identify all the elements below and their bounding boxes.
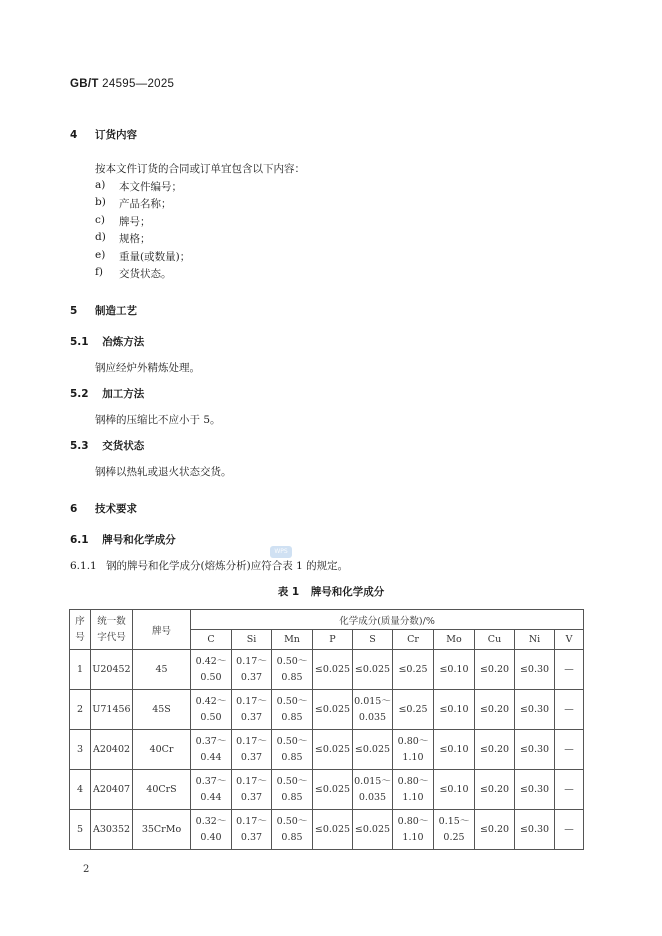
cell-cr: ≤0.25 <box>393 690 434 730</box>
section-5-2-title: 加工方法 <box>102 388 145 400</box>
section-6-1-number: 6.1 <box>70 534 89 546</box>
order-item <box>95 214 395 228</box>
standard-number: 24595—2025 <box>102 78 175 90</box>
table-row <box>70 730 584 770</box>
cell-mo: ≤0.10 <box>434 690 475 730</box>
section-5-title: 制造工艺 <box>94 305 137 317</box>
section-6-1-1-text: 钢的牌号和化学成分(熔炼分析)应符合表 1 的规定。 <box>106 560 349 572</box>
header-code <box>91 610 133 650</box>
cell-cr-line: 1.10 <box>402 831 424 843</box>
chemical-composition-table <box>69 609 584 850</box>
element-header: V <box>555 630 584 650</box>
section-5-1-number: 5.1 <box>70 336 89 348</box>
cell-si-line: 0.17～ <box>236 735 267 747</box>
cell-mo-line: 0.15～ <box>438 815 470 827</box>
section-6-1-heading <box>70 532 176 547</box>
cell-cr-line: 1.10 <box>402 751 424 763</box>
cell-grade: 35CrMo <box>133 810 191 850</box>
cell-ni: ≤0.30 <box>515 650 555 690</box>
cell-si-line: 0.37 <box>240 711 263 723</box>
cell-c-line: 0.40 <box>200 831 222 843</box>
cell-si-line: 0.37 <box>240 831 263 843</box>
cell-s <box>353 690 393 730</box>
cell-s-line: 0.035 <box>358 711 387 723</box>
cell-si-line: 0.17～ <box>236 655 267 667</box>
cell-p: ≤0.025 <box>313 730 353 770</box>
order-item <box>95 179 395 193</box>
cell-mn <box>272 810 313 850</box>
element-header: Cu <box>475 630 515 650</box>
cell-cu: ≤0.20 <box>475 650 515 690</box>
header-code-line1: 统一数 <box>97 615 126 627</box>
order-item-text: 交货状态。 <box>119 268 172 280</box>
cell-mo-line: 0.25 <box>443 831 465 843</box>
cell-si-line: 0.37 <box>240 671 263 683</box>
section-5-3-heading <box>70 438 144 453</box>
cell-si-line: 0.17～ <box>236 815 267 827</box>
cell-mn-line: 0.85 <box>281 791 303 803</box>
cell-mn-line: 0.85 <box>281 831 303 843</box>
element-header: Mo <box>434 630 475 650</box>
cell-c-line: 0.50 <box>200 711 222 723</box>
cell-mn-line: 0.85 <box>281 711 303 723</box>
cell-code: U71456 <box>91 690 133 730</box>
section-5-3-title: 交货状态 <box>102 440 145 452</box>
element-header: Ni <box>515 630 555 650</box>
cell-si-line: 0.17～ <box>236 695 267 707</box>
element-header: S <box>353 630 393 650</box>
cell-mn-line: 0.50～ <box>276 695 308 707</box>
section-5-2-number: 5.2 <box>70 388 89 400</box>
header-composition: 化学成分(质量分数)/% <box>191 610 584 630</box>
cell-si-line: 0.37 <box>240 751 263 763</box>
order-item-text: 产品名称； <box>119 198 172 210</box>
cell-v: — <box>555 770 584 810</box>
cell-grade: 45S <box>133 690 191 730</box>
cell-v: — <box>555 730 584 770</box>
cell-cr <box>393 770 434 810</box>
cell-c <box>191 690 232 730</box>
cell-v: — <box>555 690 584 730</box>
cell-si <box>232 690 272 730</box>
cell-code: A20402 <box>91 730 133 770</box>
section-5-3-number: 5.3 <box>70 440 89 452</box>
header-seq-line1: 序 <box>75 615 85 627</box>
order-item <box>95 231 395 245</box>
order-item-label: e) <box>95 249 106 261</box>
table-row <box>70 650 584 690</box>
cell-code: A30352 <box>91 810 133 850</box>
page-number: 2 <box>83 864 90 875</box>
standard-header <box>70 78 174 90</box>
cell-mo: ≤0.10 <box>434 650 475 690</box>
order-item-label: c) <box>95 214 105 226</box>
cell-si-line: 0.37 <box>240 791 263 803</box>
section-4-heading <box>70 127 137 142</box>
section-6-1-title: 牌号和化学成分 <box>102 534 176 546</box>
section-5-2-heading <box>70 386 144 401</box>
table-caption-number: 表 1 <box>277 586 300 598</box>
cell-s: ≤0.025 <box>353 650 393 690</box>
cell-c <box>191 810 232 850</box>
cell-v: — <box>555 650 584 690</box>
order-item-label: f) <box>95 266 103 278</box>
element-header: Cr <box>393 630 434 650</box>
cell-ni: ≤0.30 <box>515 730 555 770</box>
table-header-row <box>70 610 584 630</box>
cell-mn <box>272 770 313 810</box>
table-row <box>70 690 584 730</box>
table-caption <box>0 584 662 599</box>
order-item <box>95 249 395 263</box>
section-5-1-heading <box>70 334 144 349</box>
cell-mn <box>272 690 313 730</box>
cell-seq: 1 <box>70 650 91 690</box>
cell-c-line: 0.32～ <box>195 815 227 827</box>
section-6-1-1-number: 6.1.1 <box>70 560 97 572</box>
element-header: Mn <box>272 630 313 650</box>
table-caption-title: 牌号和化学成分 <box>310 586 385 598</box>
cell-mo: ≤0.10 <box>434 730 475 770</box>
cell-seq: 3 <box>70 730 91 770</box>
cell-c-line: 0.37～ <box>195 735 227 747</box>
table-row <box>70 770 584 810</box>
cell-c-line: 0.44 <box>200 791 222 803</box>
order-item-label: b) <box>95 196 106 208</box>
cell-cr-line: 0.80～ <box>397 735 429 747</box>
cell-mn-line: 0.50～ <box>276 815 308 827</box>
element-header: P <box>313 630 353 650</box>
order-item-text: 本文件编号； <box>119 181 182 193</box>
cell-mo <box>434 810 475 850</box>
cell-si <box>232 810 272 850</box>
section-4-intro: 按本文件订货的合同或订单宜包含以下内容： <box>95 163 305 175</box>
cell-cu: ≤0.20 <box>475 770 515 810</box>
cell-ni: ≤0.30 <box>515 770 555 810</box>
cell-mo: ≤0.10 <box>434 770 475 810</box>
cell-s-line: 0.015～ <box>354 695 391 707</box>
standard-prefix: GB/T <box>70 78 99 90</box>
cell-code: A20407 <box>91 770 133 810</box>
cell-seq: 5 <box>70 810 91 850</box>
header-code-line2: 字代号 <box>97 631 126 643</box>
cell-si <box>232 650 272 690</box>
element-header: C <box>191 630 232 650</box>
section-5-number: 5 <box>70 305 78 317</box>
section-6-title: 技术要求 <box>94 503 137 515</box>
order-item <box>95 266 395 280</box>
order-item-text: 规格； <box>119 233 151 245</box>
cell-cu: ≤0.20 <box>475 730 515 770</box>
cell-cr <box>393 810 434 850</box>
cell-c <box>191 730 232 770</box>
element-header: Si <box>232 630 272 650</box>
cell-mn-line: 0.85 <box>281 751 303 763</box>
cell-seq: 2 <box>70 690 91 730</box>
wps-watermark: WPS <box>270 546 292 558</box>
cell-cu: ≤0.20 <box>475 810 515 850</box>
cell-c-line: 0.42～ <box>195 695 227 707</box>
header-grade: 牌号 <box>133 610 191 650</box>
cell-cr-line: 1.10 <box>402 791 424 803</box>
section-5-heading <box>70 303 137 318</box>
cell-p: ≤0.025 <box>313 770 353 810</box>
section-5-1-title: 冶炼方法 <box>102 336 145 348</box>
cell-si <box>232 730 272 770</box>
table-row <box>70 810 584 850</box>
cell-cr-line: 0.80～ <box>397 775 429 787</box>
cell-mn <box>272 730 313 770</box>
cell-si-line: 0.17～ <box>236 775 267 787</box>
section-5-3-text: 钢棒以热轧或退火状态交货。 <box>95 466 232 478</box>
cell-mn-line: 0.50～ <box>276 775 308 787</box>
section-6-number: 6 <box>70 503 78 515</box>
order-item-text: 牌号； <box>119 216 151 228</box>
cell-s-line: 0.015～ <box>354 775 391 787</box>
cell-c <box>191 650 232 690</box>
cell-cr: ≤0.25 <box>393 650 434 690</box>
cell-s: ≤0.025 <box>353 810 393 850</box>
cell-c-line: 0.37～ <box>195 775 227 787</box>
cell-grade: 45 <box>133 650 191 690</box>
cell-p: ≤0.025 <box>313 690 353 730</box>
cell-c-line: 0.44 <box>200 751 222 763</box>
section-6-heading <box>70 501 137 516</box>
cell-ni: ≤0.30 <box>515 810 555 850</box>
cell-cr <box>393 730 434 770</box>
cell-c-line: 0.42～ <box>195 655 227 667</box>
section-4-number: 4 <box>70 129 78 141</box>
order-item-text: 重量(或数量)； <box>119 251 191 263</box>
section-5-1-text: 钢应经炉外精炼处理。 <box>95 362 200 374</box>
cell-v: — <box>555 810 584 850</box>
cell-s-line: 0.035 <box>358 791 387 803</box>
cell-cr-line: 0.80～ <box>397 815 429 827</box>
cell-grade: 40Cr <box>133 730 191 770</box>
cell-seq: 4 <box>70 770 91 810</box>
order-item-label: d) <box>95 231 106 243</box>
table-body <box>70 650 584 850</box>
cell-mn-line: 0.50～ <box>276 735 308 747</box>
cell-grade: 40CrS <box>133 770 191 810</box>
cell-p: ≤0.025 <box>313 810 353 850</box>
cell-c <box>191 770 232 810</box>
cell-mn-line: 0.50～ <box>276 655 308 667</box>
cell-s: ≤0.025 <box>353 730 393 770</box>
cell-cu: ≤0.20 <box>475 690 515 730</box>
cell-mn <box>272 650 313 690</box>
cell-s <box>353 770 393 810</box>
section-5-2-text: 钢棒的压缩比不应小于 5。 <box>95 414 221 426</box>
cell-code: U20452 <box>91 650 133 690</box>
section-4-title: 订货内容 <box>94 129 137 141</box>
header-seq-line2: 号 <box>75 631 85 643</box>
section-6-1-1-paragraph <box>70 558 348 573</box>
header-seq <box>70 610 91 650</box>
cell-mn-line: 0.85 <box>281 671 303 683</box>
cell-p: ≤0.025 <box>313 650 353 690</box>
order-item-label: a) <box>95 179 106 191</box>
cell-ni: ≤0.30 <box>515 690 555 730</box>
cell-si <box>232 770 272 810</box>
cell-c-line: 0.50 <box>200 671 222 683</box>
order-item <box>95 196 395 210</box>
